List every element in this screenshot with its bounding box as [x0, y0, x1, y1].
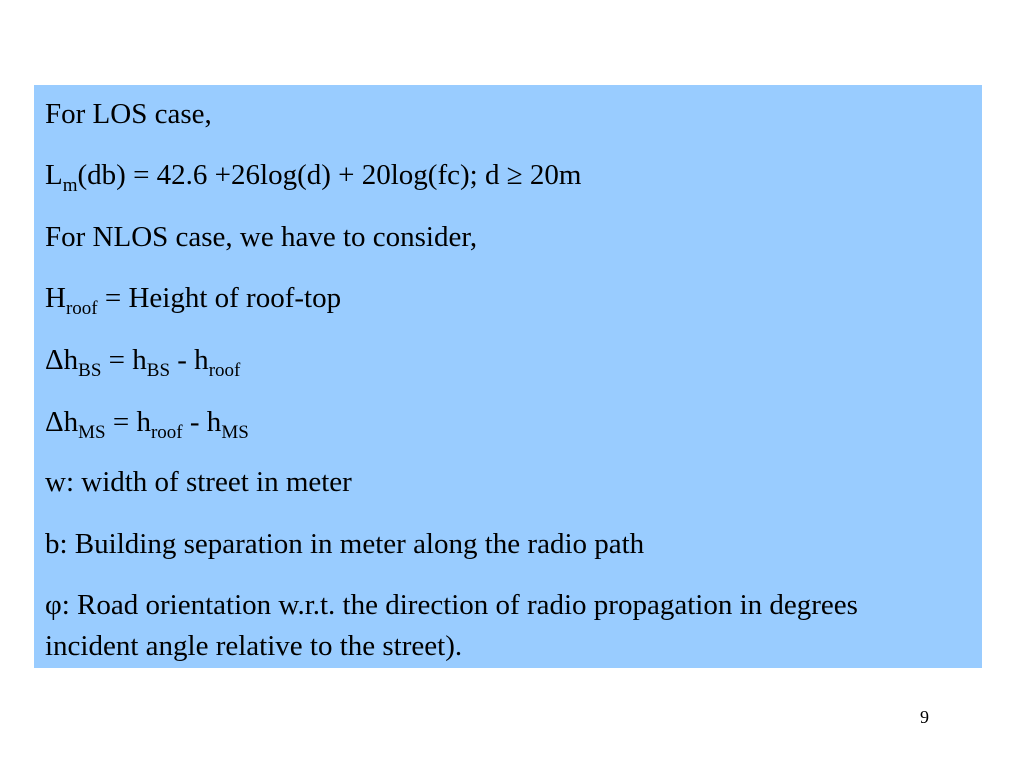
hroof-sub-roof: roof	[65, 298, 98, 319]
los-heading: For LOS case,	[45, 98, 212, 130]
delta-hbs-definition	[45, 343, 241, 381]
delta-hms-sub-ms-2: MS	[221, 422, 249, 443]
page-number: 9	[920, 707, 929, 727]
los-formula-L: L	[45, 159, 63, 191]
phi-definition: φ: Road orientation w.r.t. the direction of radio propagation in degrees incident angle relative to the street).	[45, 589, 858, 662]
los-formula-sub-m: m	[62, 175, 78, 196]
los-formula	[45, 158, 582, 196]
delta-hms-sub-ms: MS	[78, 422, 106, 443]
delta-hbs-eq-h: = h	[101, 344, 147, 376]
los-formula-rest: (db) = 42.6 +26log(d) + 20log(fc); d ≥ 20m	[77, 159, 582, 191]
delta-hms-delta-h: Δh	[45, 406, 79, 438]
content-box	[34, 85, 982, 668]
hroof-H: H	[45, 282, 66, 314]
w-definition: w: width of street in meter	[45, 466, 352, 498]
hroof-definition	[45, 281, 342, 319]
delta-hms-definition	[45, 405, 249, 443]
delta-hms-eq-h: = h	[105, 406, 151, 438]
delta-hms-sub-roof: roof	[150, 422, 183, 443]
delta-hbs-sub-bs: BS	[78, 360, 102, 381]
delta-hms-minus-h: - h	[182, 406, 222, 438]
nlos-heading: For NLOS case, we have to consider,	[45, 221, 478, 253]
b-definition: b: Building separation in meter along the radio path	[45, 528, 645, 560]
delta-hbs-sub-roof: roof	[208, 360, 241, 381]
delta-hbs-minus-h: - h	[170, 344, 209, 376]
delta-hbs-sub-bs-2: BS	[146, 360, 171, 381]
hroof-rest: = Height of roof-top	[97, 282, 342, 314]
delta-hbs-delta-h: Δh	[45, 344, 79, 376]
